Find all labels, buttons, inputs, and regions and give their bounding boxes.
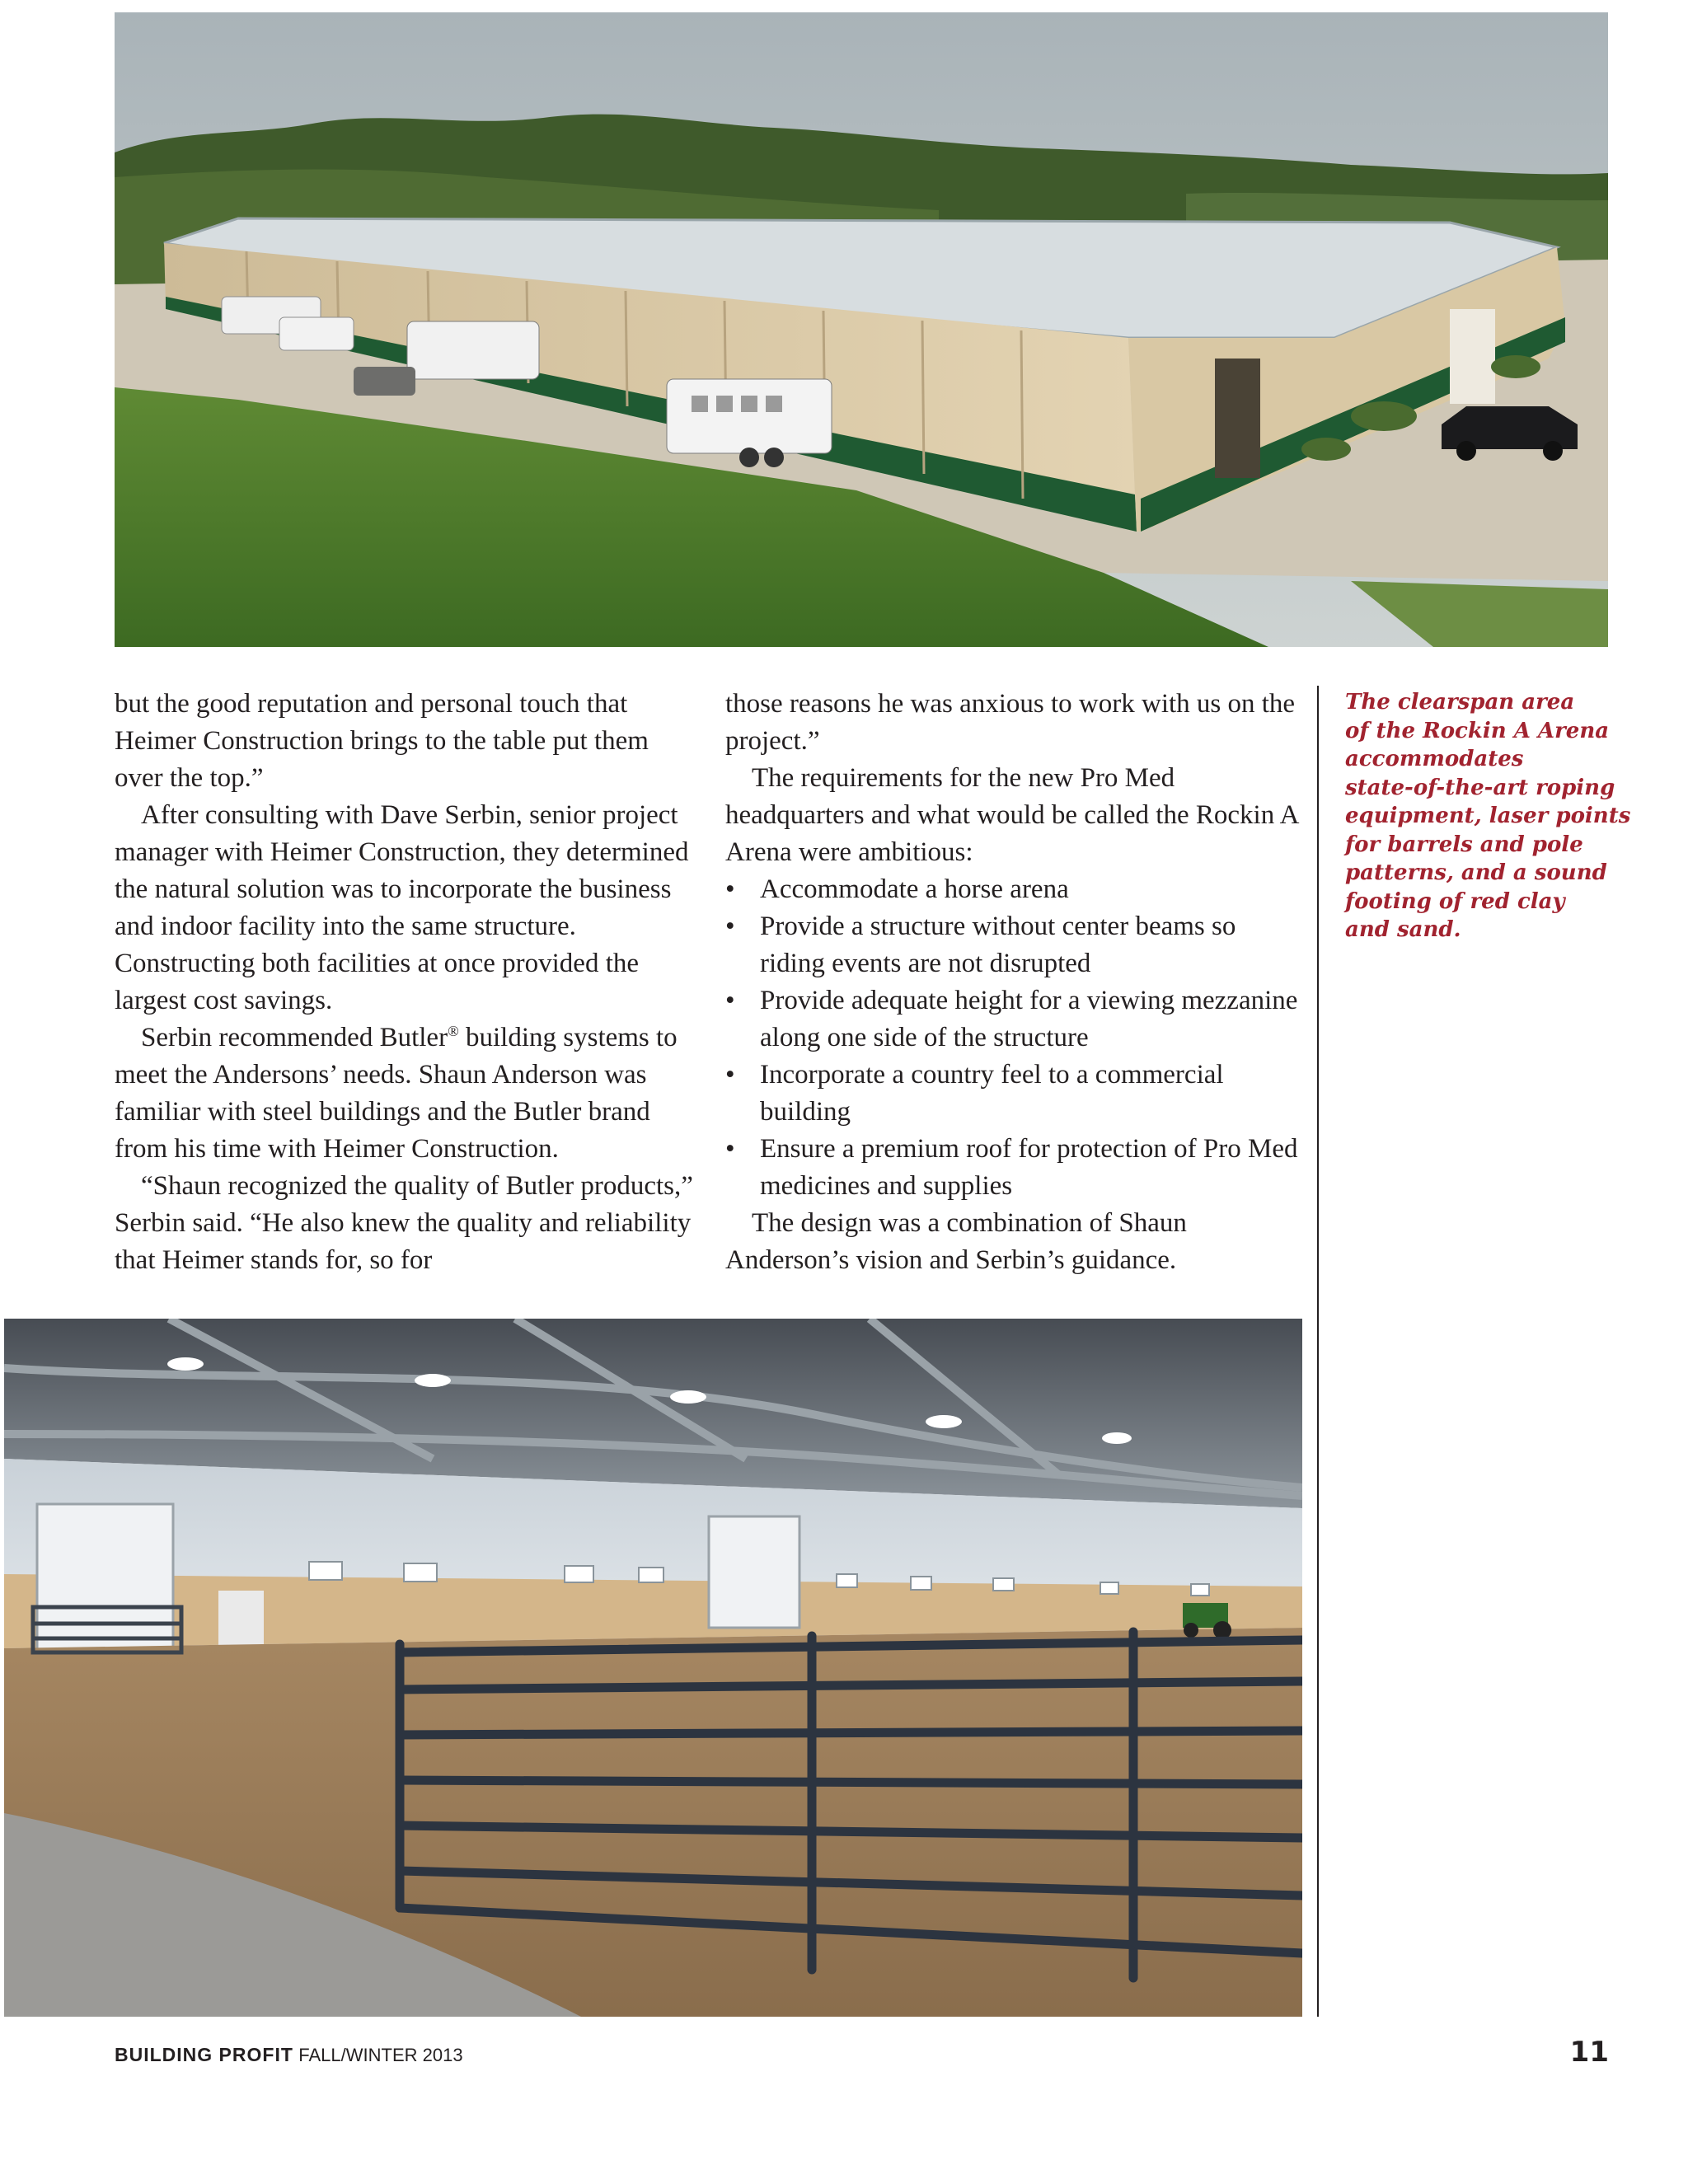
requirements-list (725, 871, 1302, 1205)
list-item-text: Accommodate a horse arena (760, 874, 1069, 904)
article-paragraph: The requirements for the new Pro Med headquarters and what would be called the Rockin A Arena were ambitious: (725, 763, 1298, 867)
list-item-text: Provide adequate height for a viewing mezzanine along one side of the structure (760, 986, 1298, 1052)
article-paragraph: After consulting with Dave Serbin, senior project manager with Heimer Construction, they determined the natural solution was to incorporate the business and indoor facility into the same structure. Constructing both facilities at once provided the largest cost savings. (115, 800, 689, 1015)
article-paragraph: “Shaun recognized the quality of Butler products,” Serbin said. “He also knew the quality and reliability that Heimer stands for, so for (115, 1171, 693, 1275)
text-run: Serbin recommended Butler (141, 1023, 448, 1052)
caption-line: of the Rockin A Arena (1345, 718, 1610, 743)
list-item-text: Incorporate a country feel to a commercial building (760, 1060, 1224, 1127)
column-divider (1317, 686, 1319, 2017)
caption-line: equipment, laser points (1345, 804, 1631, 828)
article-paragraph (115, 1019, 700, 1168)
indoor-arena-illustration (4, 1319, 1302, 2017)
issue-label: FALL/WINTER 2013 (298, 2045, 463, 2065)
caption-line: accommodates (1345, 747, 1524, 771)
list-item (725, 1131, 1302, 1205)
article-column-1 (115, 686, 700, 1279)
magazine-name: BUILDING PROFIT (115, 2044, 293, 2065)
building-exterior-illustration (115, 12, 1608, 647)
article-paragraph: those reasons he was anxious to work with us on the project.” (725, 689, 1296, 756)
caption-line: and sand. (1345, 917, 1461, 942)
article-paragraph: The design was a combination of Shaun Anderson’s vision and Serbin’s guidance. (725, 1208, 1187, 1275)
list-item-text: Ensure a premium roof for protection of Pro Med medicines and supplies (760, 1134, 1298, 1201)
photo-caption (1345, 688, 1631, 944)
caption-line: state-of-the-art roping (1345, 775, 1615, 800)
bullet-icon: • (725, 912, 735, 941)
page-number: 11 (1569, 2036, 1609, 2069)
list-item (725, 908, 1302, 982)
article-column-2 (725, 686, 1302, 1279)
list-item (725, 871, 1302, 908)
bullet-icon: • (725, 1134, 735, 1164)
text-run: building systems to meet the Andersons’ needs. Shaun Anderson was familiar with steel buildings and the Butler brand from his time with Heimer Construction. (115, 1023, 678, 1164)
list-item (725, 982, 1302, 1057)
page-footer (115, 2044, 463, 2066)
caption-line: for barrels and pole (1345, 832, 1583, 857)
indoor-arena-photo (4, 1319, 1302, 2017)
bullet-icon: • (725, 1060, 735, 1090)
building-exterior-photo (115, 12, 1608, 647)
registered-mark: ® (448, 1023, 459, 1039)
caption-line: footing of red clay (1345, 888, 1565, 914)
caption-line: The clearspan area (1345, 690, 1575, 715)
list-item (725, 1057, 1302, 1131)
list-item-text: Provide a structure without center beams so riding events are not disrupted (760, 912, 1236, 978)
article-paragraph: but the good reputation and personal touch that Heimer Construction brings to the table put them over the top.” (115, 689, 649, 793)
bullet-icon: • (725, 874, 735, 904)
bullet-icon: • (725, 986, 735, 1015)
caption-line: patterns, and a sound (1345, 860, 1607, 885)
